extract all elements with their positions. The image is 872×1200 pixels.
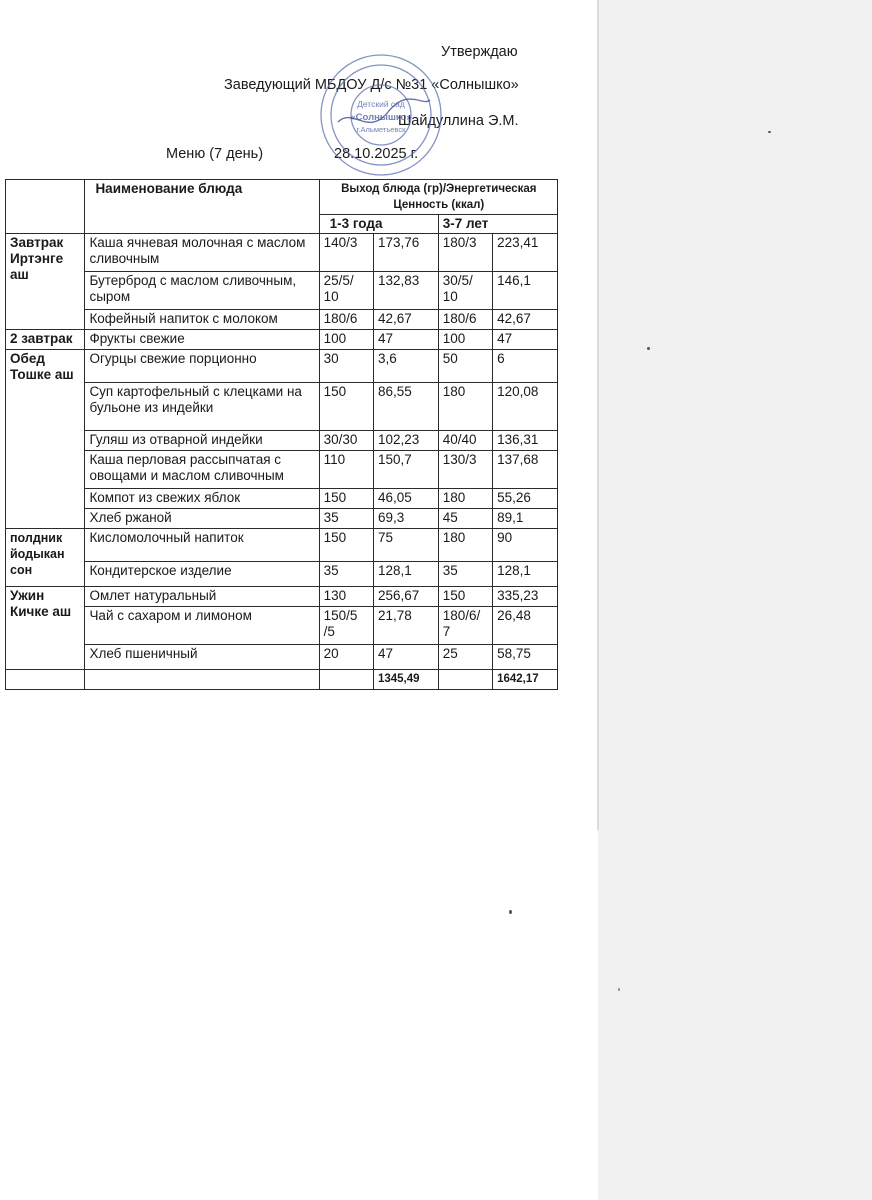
dish-name: Огурцы свежие порционно <box>85 350 319 383</box>
total-energy-3-7: 1642,17 <box>493 670 558 690</box>
portion-3-7: 180/6/ 7 <box>438 607 492 645</box>
energy-3-7: 136,31 <box>493 431 558 451</box>
menu-table-body <box>6 180 558 690</box>
scan-speck <box>618 988 620 991</box>
stamp-line-1: Детский сад <box>357 99 405 109</box>
portion-3-7: 150 <box>438 587 492 607</box>
dish-name: Кондитерское изделие <box>85 562 319 587</box>
scan-page-edge <box>597 0 599 830</box>
portion-1-3: 150/5 /5 <box>319 607 373 645</box>
meal-name: полдник йодыкан сон <box>6 529 85 587</box>
portion-3-7: 25 <box>438 645 492 670</box>
table-row <box>6 587 558 607</box>
dish-name: Кофейный напиток с молоком <box>85 310 319 330</box>
scan-background-shade <box>598 0 872 1200</box>
table-row <box>6 489 558 509</box>
stamp-line-3: г.Альметьевск <box>356 125 406 134</box>
scan-speck <box>647 347 650 350</box>
energy-3-7: 146,1 <box>493 272 558 310</box>
energy-1-3: 46,05 <box>373 489 438 509</box>
energy-1-3: 132,83 <box>373 272 438 310</box>
meal-name: Обед Тошке аш <box>6 350 85 529</box>
menu-title: Меню (7 день) <box>166 146 264 162</box>
header-row <box>6 180 558 215</box>
stamp-line-2: «Солнышко» <box>350 112 412 123</box>
age-1-3-header: 1-3 года <box>319 215 438 234</box>
portion-1-3: 150 <box>319 489 373 509</box>
scan-speck <box>509 910 512 914</box>
portion-1-3: 100 <box>319 330 373 350</box>
energy-3-7: 6 <box>493 350 558 383</box>
energy-3-7: 58,75 <box>493 645 558 670</box>
table-row <box>6 310 558 330</box>
energy-1-3: 173,76 <box>373 234 438 272</box>
meal-name: Ужин Кичке аш <box>6 587 85 670</box>
energy-3-7: 55,26 <box>493 489 558 509</box>
total-empty-portion-1-3 <box>319 670 373 690</box>
energy-3-7: 89,1 <box>493 509 558 529</box>
portion-1-3: 150 <box>319 383 373 431</box>
table-row <box>6 234 558 272</box>
dish-name: Бутерброд с маслом сливочным, сыром <box>85 272 319 310</box>
portion-1-3: 30/30 <box>319 431 373 451</box>
dish-name: Хлеб ржаной <box>85 509 319 529</box>
energy-1-3: 86,55 <box>373 383 438 431</box>
meal-name: Завтрак Иртэнге аш <box>6 234 85 330</box>
dish-name: Чай с сахаром и лимоном <box>85 607 319 645</box>
energy-1-3: 3,6 <box>373 350 438 383</box>
portion-3-7: 100 <box>438 330 492 350</box>
energy-1-3: 47 <box>373 330 438 350</box>
portion-3-7: 45 <box>438 509 492 529</box>
portion-3-7: 35 <box>438 562 492 587</box>
portion-3-7: 130/3 <box>438 451 492 489</box>
meal-name: 2 завтрак <box>6 330 85 350</box>
table-row <box>6 330 558 350</box>
head-title: Заведующий МБДОУ Д/с №31 «Солнышко» <box>224 77 519 93</box>
approval-label: Утверждаю <box>441 44 518 60</box>
portion-3-7: 180 <box>438 529 492 562</box>
table-row <box>6 562 558 587</box>
dish-name: Компот из свежих яблок <box>85 489 319 509</box>
energy-3-7: 26,48 <box>493 607 558 645</box>
energy-3-7: 223,41 <box>493 234 558 272</box>
portion-3-7: 50 <box>438 350 492 383</box>
portion-3-7: 180/6 <box>438 310 492 330</box>
table-row <box>6 645 558 670</box>
energy-1-3: 21,78 <box>373 607 438 645</box>
portion-3-7: 180/3 <box>438 234 492 272</box>
portion-1-3: 35 <box>319 509 373 529</box>
dish-name: Кисломолочный напиток <box>85 529 319 562</box>
menu-table <box>5 179 558 690</box>
portion-1-3: 30 <box>319 350 373 383</box>
portion-1-3: 110 <box>319 451 373 489</box>
portion-1-3: 150 <box>319 529 373 562</box>
portion-1-3: 130 <box>319 587 373 607</box>
total-empty-portion-3-7 <box>438 670 492 690</box>
energy-3-7: 47 <box>493 330 558 350</box>
energy-1-3: 128,1 <box>373 562 438 587</box>
energy-1-3: 102,23 <box>373 431 438 451</box>
col-dish-header: Наименование блюда <box>85 180 319 234</box>
dish-name: Омлет натуральный <box>85 587 319 607</box>
dish-name: Гуляш из отварной индейки <box>85 431 319 451</box>
total-energy-1-3: 1345,49 <box>373 670 438 690</box>
energy-3-7: 128,1 <box>493 562 558 587</box>
table-row <box>6 451 558 489</box>
signer-name: Шайдуллина Э.М. <box>398 113 519 129</box>
energy-3-7: 90 <box>493 529 558 562</box>
energy-1-3: 69,3 <box>373 509 438 529</box>
dish-name: Хлеб пшеничный <box>85 645 319 670</box>
portion-1-3: 140/3 <box>319 234 373 272</box>
totals-row <box>6 670 558 690</box>
scan-speck <box>768 131 771 133</box>
age-3-7-header: 3-7 лет <box>438 215 557 234</box>
portion-3-7: 180 <box>438 383 492 431</box>
portion-1-3: 35 <box>319 562 373 587</box>
total-empty-meal <box>6 670 85 690</box>
menu-date: 28.10.2025 г. <box>334 146 419 162</box>
table-row <box>6 383 558 431</box>
header-empty-cell <box>6 180 85 234</box>
table-row <box>6 529 558 562</box>
table-row <box>6 272 558 310</box>
energy-1-3: 75 <box>373 529 438 562</box>
table-row <box>6 350 558 383</box>
dish-name: Суп картофельный с клецками на бульоне из индейки <box>85 383 319 431</box>
portion-3-7: 180 <box>438 489 492 509</box>
portion-3-7: 40/40 <box>438 431 492 451</box>
energy-1-3: 150,7 <box>373 451 438 489</box>
portion-1-3: 25/5/ 10 <box>319 272 373 310</box>
energy-3-7: 137,68 <box>493 451 558 489</box>
energy-3-7: 335,23 <box>493 587 558 607</box>
official-stamp <box>318 52 444 178</box>
dish-name: Каша ячневая молочная с маслом сливочным <box>85 234 319 272</box>
table-row <box>6 509 558 529</box>
energy-3-7: 120,08 <box>493 383 558 431</box>
energy-1-3: 47 <box>373 645 438 670</box>
dish-name: Фрукты свежие <box>85 330 319 350</box>
energy-1-3: 256,67 <box>373 587 438 607</box>
table-row <box>6 607 558 645</box>
total-empty-dish <box>85 670 319 690</box>
dish-name: Каша перловая рассыпчатая с овощами и маслом сливочным <box>85 451 319 489</box>
col-output-header: Выход блюда (гр)/Энергетическая Ценность (ккал) <box>319 180 557 215</box>
portion-1-3: 180/6 <box>319 310 373 330</box>
energy-3-7: 42,67 <box>493 310 558 330</box>
portion-1-3: 20 <box>319 645 373 670</box>
energy-1-3: 42,67 <box>373 310 438 330</box>
portion-3-7: 30/5/ 10 <box>438 272 492 310</box>
table-row <box>6 431 558 451</box>
